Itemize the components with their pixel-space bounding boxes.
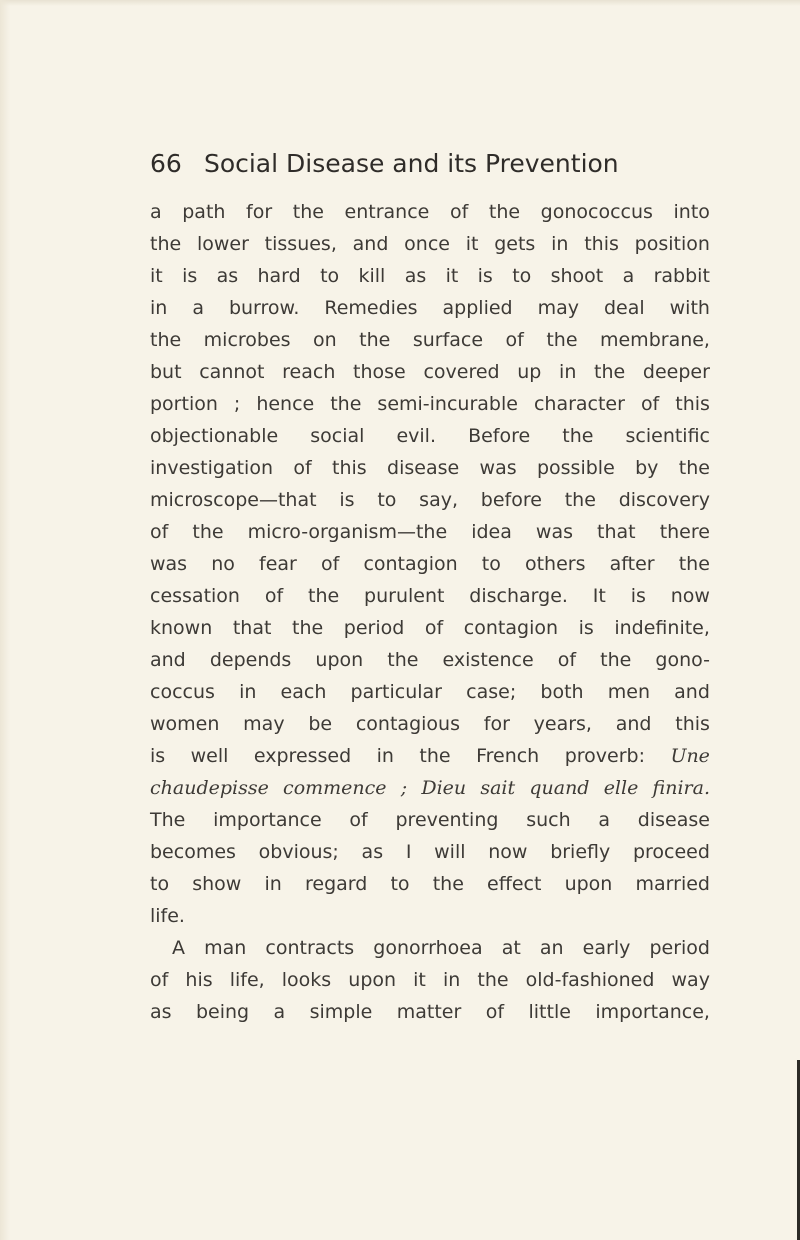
- page-edge-top: [0, 0, 800, 6]
- word: but: [150, 361, 182, 383]
- word: of: [557, 649, 577, 671]
- word: depends: [209, 649, 292, 671]
- word: after: [609, 553, 655, 575]
- word: contagious: [355, 713, 460, 735]
- text-line: [150, 196, 710, 228]
- word: of: [449, 201, 469, 223]
- word: as: [216, 265, 239, 287]
- word: the: [594, 361, 626, 383]
- word: importance: [213, 809, 322, 831]
- word: period: [343, 617, 405, 639]
- word: the: [432, 873, 464, 895]
- word: expressed: [253, 745, 352, 767]
- word: purulent: [364, 585, 445, 607]
- word: contracts: [265, 937, 355, 959]
- word: discharge.: [469, 585, 568, 607]
- word: married: [635, 873, 710, 895]
- word: it: [465, 233, 479, 255]
- word: looks: [281, 969, 332, 991]
- text-line: [150, 868, 710, 900]
- word: burrow.: [228, 297, 300, 319]
- word: to: [320, 265, 340, 287]
- word: character: [533, 393, 625, 415]
- text-line: [150, 644, 710, 676]
- word: case;: [466, 681, 517, 703]
- word: obvious;: [258, 841, 339, 863]
- word: this: [332, 457, 367, 479]
- word: and: [615, 713, 652, 735]
- italic-word: Dieu: [421, 777, 467, 799]
- word: upon: [348, 969, 397, 991]
- text-line: [150, 580, 710, 612]
- word: the: [192, 521, 224, 543]
- word: it: [150, 265, 163, 287]
- word: objectionable: [150, 425, 279, 447]
- word: contagion: [363, 553, 458, 575]
- word: proceed: [632, 841, 710, 863]
- italic-word: quand: [529, 777, 590, 799]
- word: coccus: [150, 681, 215, 703]
- word: surface: [412, 329, 484, 351]
- text-line: [150, 836, 710, 868]
- italic-word: sait: [480, 777, 516, 799]
- word: being: [195, 1001, 250, 1023]
- word: I: [405, 841, 412, 863]
- word: cannot: [199, 361, 265, 383]
- word: simple: [309, 1001, 373, 1023]
- word: scientific: [625, 425, 710, 447]
- word: each: [280, 681, 327, 703]
- word: a: [598, 809, 611, 831]
- text-line: [150, 996, 710, 1028]
- word: of: [293, 457, 312, 479]
- word: is: [339, 489, 355, 511]
- word: the: [419, 745, 451, 767]
- word: entrance: [344, 201, 430, 223]
- page-number: 66: [150, 149, 182, 178]
- word: the: [488, 201, 521, 223]
- word: in: [239, 681, 257, 703]
- word: applied: [442, 297, 513, 319]
- word: this: [675, 713, 710, 735]
- word: of: [640, 393, 660, 415]
- word: the: [562, 425, 594, 447]
- word: existence: [442, 649, 534, 671]
- word: life.: [150, 905, 185, 927]
- text-line: [150, 772, 710, 804]
- word: this: [675, 393, 710, 415]
- word: once: [404, 233, 450, 255]
- italic-word: commence: [283, 777, 387, 799]
- word: in: [559, 361, 577, 383]
- word: known: [150, 617, 213, 639]
- word: the: [292, 201, 324, 223]
- word: lower: [196, 233, 249, 255]
- word: women: [150, 713, 220, 735]
- word: covered: [423, 361, 500, 383]
- word: this: [584, 233, 619, 255]
- page-edge-left: [0, 0, 10, 1240]
- word: to: [481, 553, 501, 575]
- word: in: [442, 969, 461, 991]
- word: gono-: [655, 649, 710, 671]
- text-line: [150, 228, 710, 260]
- word: such: [526, 809, 571, 831]
- text-line: [150, 516, 710, 548]
- word: of: [349, 809, 368, 831]
- word: years,: [533, 713, 592, 735]
- word: gets: [494, 233, 536, 255]
- word: disease: [387, 457, 460, 479]
- word: as: [404, 265, 427, 287]
- word: the: [477, 969, 509, 991]
- word: becomes: [150, 841, 236, 863]
- text-line: [150, 900, 710, 932]
- word: and: [674, 681, 710, 703]
- word: microscope—that: [150, 489, 317, 511]
- word: membrane,: [599, 329, 710, 351]
- word: tissues,: [264, 233, 337, 255]
- word: with: [669, 297, 710, 319]
- word: shoot: [550, 265, 604, 287]
- text-line: [150, 452, 710, 484]
- word: to: [150, 873, 170, 895]
- word: reach: [282, 361, 336, 383]
- word: may: [537, 297, 579, 319]
- text-line: [150, 708, 710, 740]
- word: there: [659, 521, 710, 543]
- word: now: [670, 585, 710, 607]
- word: way: [671, 969, 710, 991]
- word: is: [630, 585, 646, 607]
- word: deeper: [642, 361, 710, 383]
- word: as: [361, 841, 384, 863]
- word: in: [376, 745, 394, 767]
- text-line: [150, 292, 710, 324]
- word: regard: [304, 873, 368, 895]
- word: the: [330, 393, 362, 415]
- word: the: [359, 329, 391, 351]
- word: fear: [259, 553, 297, 575]
- word: a: [273, 1001, 286, 1023]
- word: a: [192, 297, 204, 319]
- word: the: [678, 457, 710, 479]
- word: hard: [257, 265, 301, 287]
- word: period: [649, 937, 710, 959]
- word: proverb:: [564, 745, 645, 767]
- text-line: [150, 612, 710, 644]
- word: the: [678, 553, 710, 575]
- running-head: [150, 146, 710, 182]
- word: It: [592, 585, 606, 607]
- body-text: [150, 196, 710, 1028]
- word: upon: [315, 649, 364, 671]
- word: say,: [419, 489, 458, 511]
- word: is: [150, 745, 166, 767]
- word: cessation: [150, 585, 240, 607]
- word: no: [211, 553, 235, 575]
- text-line: [150, 964, 710, 996]
- word: by: [635, 457, 659, 479]
- word: for: [483, 713, 510, 735]
- italic-word: finira.: [652, 777, 710, 799]
- text-line: [150, 548, 710, 580]
- word: possible: [536, 457, 615, 479]
- word: of: [150, 969, 169, 991]
- word: microbes: [203, 329, 291, 351]
- word: importance,: [595, 1001, 710, 1023]
- text-line: [150, 804, 710, 836]
- word: it: [413, 969, 426, 991]
- word: discovery: [618, 489, 710, 511]
- word: to: [377, 489, 397, 511]
- word: may: [243, 713, 285, 735]
- text-line: [150, 260, 710, 292]
- word: as: [150, 1001, 172, 1023]
- word: is: [182, 265, 198, 287]
- word: it: [445, 265, 459, 287]
- text-line: [150, 420, 710, 452]
- word: A: [172, 937, 185, 959]
- word: was: [150, 553, 188, 575]
- word: upon: [564, 873, 613, 895]
- word: briefly: [550, 841, 611, 863]
- word: the: [600, 649, 632, 671]
- word: effect: [487, 873, 542, 895]
- word: of: [485, 1001, 505, 1023]
- word: his: [185, 969, 213, 991]
- word: path: [182, 201, 226, 223]
- word: old-fashioned: [525, 969, 655, 991]
- word: well: [190, 745, 229, 767]
- word: before: [480, 489, 542, 511]
- word: the: [387, 649, 419, 671]
- word: an: [539, 937, 564, 959]
- word: Remedies: [324, 297, 418, 319]
- word: gonorrhoea: [373, 937, 483, 959]
- word: investigation: [150, 457, 273, 479]
- word: in: [150, 297, 168, 319]
- word: of: [150, 521, 169, 543]
- word: will: [434, 841, 466, 863]
- word: life,: [229, 969, 265, 991]
- word: is: [477, 265, 493, 287]
- text-line: [150, 388, 710, 420]
- word: semi-incurable: [377, 393, 518, 415]
- word: kill: [358, 265, 386, 287]
- word: of: [320, 553, 340, 575]
- word: social: [310, 425, 365, 447]
- text-line: [150, 484, 710, 516]
- word: to: [512, 265, 532, 287]
- italic-word: chaudepisse: [150, 777, 269, 799]
- italic-word: Une: [670, 745, 710, 767]
- italic-word: ;: [400, 777, 408, 799]
- word: deal: [603, 297, 645, 319]
- word: on: [313, 329, 337, 351]
- word: and: [352, 233, 389, 255]
- word: particular: [350, 681, 442, 703]
- word: a: [150, 201, 162, 223]
- text-line: [150, 356, 710, 388]
- word: was: [535, 521, 573, 543]
- text-line: [150, 932, 710, 964]
- word: man: [204, 937, 247, 959]
- italic-word: elle: [603, 777, 639, 799]
- word: idea: [471, 521, 512, 543]
- text-line: [150, 324, 710, 356]
- word: show: [192, 873, 242, 895]
- word: position: [634, 233, 710, 255]
- word: hence: [256, 393, 315, 415]
- word: up: [517, 361, 542, 383]
- word: at: [501, 937, 521, 959]
- word: indefinite,: [614, 617, 710, 639]
- word: was: [479, 457, 517, 479]
- word: Before: [468, 425, 531, 447]
- word: disease: [637, 809, 710, 831]
- word: preventing: [395, 809, 499, 831]
- word: the: [292, 617, 324, 639]
- word: those: [353, 361, 406, 383]
- word: of: [505, 329, 524, 351]
- word: the: [546, 329, 578, 351]
- word: the: [308, 585, 340, 607]
- word: ;: [233, 393, 241, 415]
- word: now: [488, 841, 528, 863]
- word: evil.: [396, 425, 436, 447]
- word: micro-organism—the: [247, 521, 448, 543]
- word: of: [264, 585, 284, 607]
- word: both: [540, 681, 584, 703]
- text-line: [150, 740, 710, 772]
- word: the: [150, 329, 182, 351]
- word: the: [150, 233, 182, 255]
- word: men: [607, 681, 650, 703]
- word: French: [476, 745, 540, 767]
- word: others: [524, 553, 586, 575]
- word: that: [597, 521, 636, 543]
- word: rabbit: [653, 265, 710, 287]
- word: in: [264, 873, 282, 895]
- text-line: [150, 676, 710, 708]
- word: contagion: [463, 617, 559, 639]
- word: the: [564, 489, 596, 511]
- word: little: [528, 1001, 571, 1023]
- word: portion: [150, 393, 218, 415]
- word: in: [551, 233, 569, 255]
- word: for: [246, 201, 273, 223]
- word: The: [150, 809, 186, 831]
- word: to: [390, 873, 410, 895]
- word: into: [673, 201, 710, 223]
- word: be: [308, 713, 333, 735]
- word: that: [232, 617, 272, 639]
- word: of: [424, 617, 444, 639]
- running-title: Social Disease and its Prevention: [203, 149, 619, 178]
- word: is: [578, 617, 594, 639]
- word: early: [582, 937, 631, 959]
- word: and: [150, 649, 186, 671]
- word: gonococcus: [540, 201, 653, 223]
- word: a: [622, 265, 635, 287]
- word: matter: [396, 1001, 462, 1023]
